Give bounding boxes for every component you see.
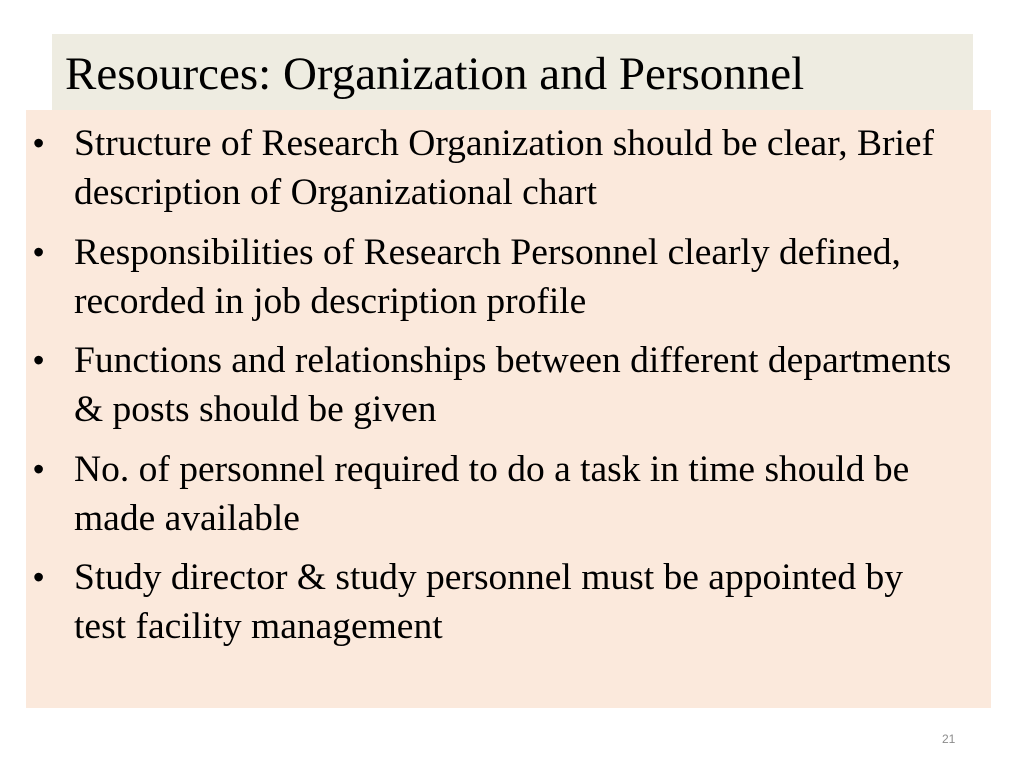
slide-title: Resources: Organization and Personnel [65,48,805,100]
bullet-item [26,119,964,217]
bullet-text: No. of personnel required to do a task in time should be made available [74,448,910,539]
bullet-text: Study director & study personnel must be appointed by test facility management [74,557,904,647]
bullet-icon: • [33,342,45,378]
bullet-text: Responsibilities of Research Personnel clearly defined, recorded in job description profile [74,231,901,322]
bullet-item [26,445,964,543]
title-box [52,34,973,114]
bullet-item [26,336,964,434]
bullet-icon: • [33,125,45,161]
bullet-item [26,553,964,651]
content-box [26,110,991,708]
bullet-icon: • [33,559,45,595]
bullet-icon: • [33,450,45,487]
page-number: 21 [942,732,956,746]
bullet-list [26,119,991,651]
bullet-item [26,228,964,326]
bullet-text: Functions and relationships between different departments & posts should be given [74,340,952,430]
bullet-text: Structure of Research Organization should be clear, Brief description of Organizational chart [74,123,934,213]
bullet-icon: • [33,233,45,270]
